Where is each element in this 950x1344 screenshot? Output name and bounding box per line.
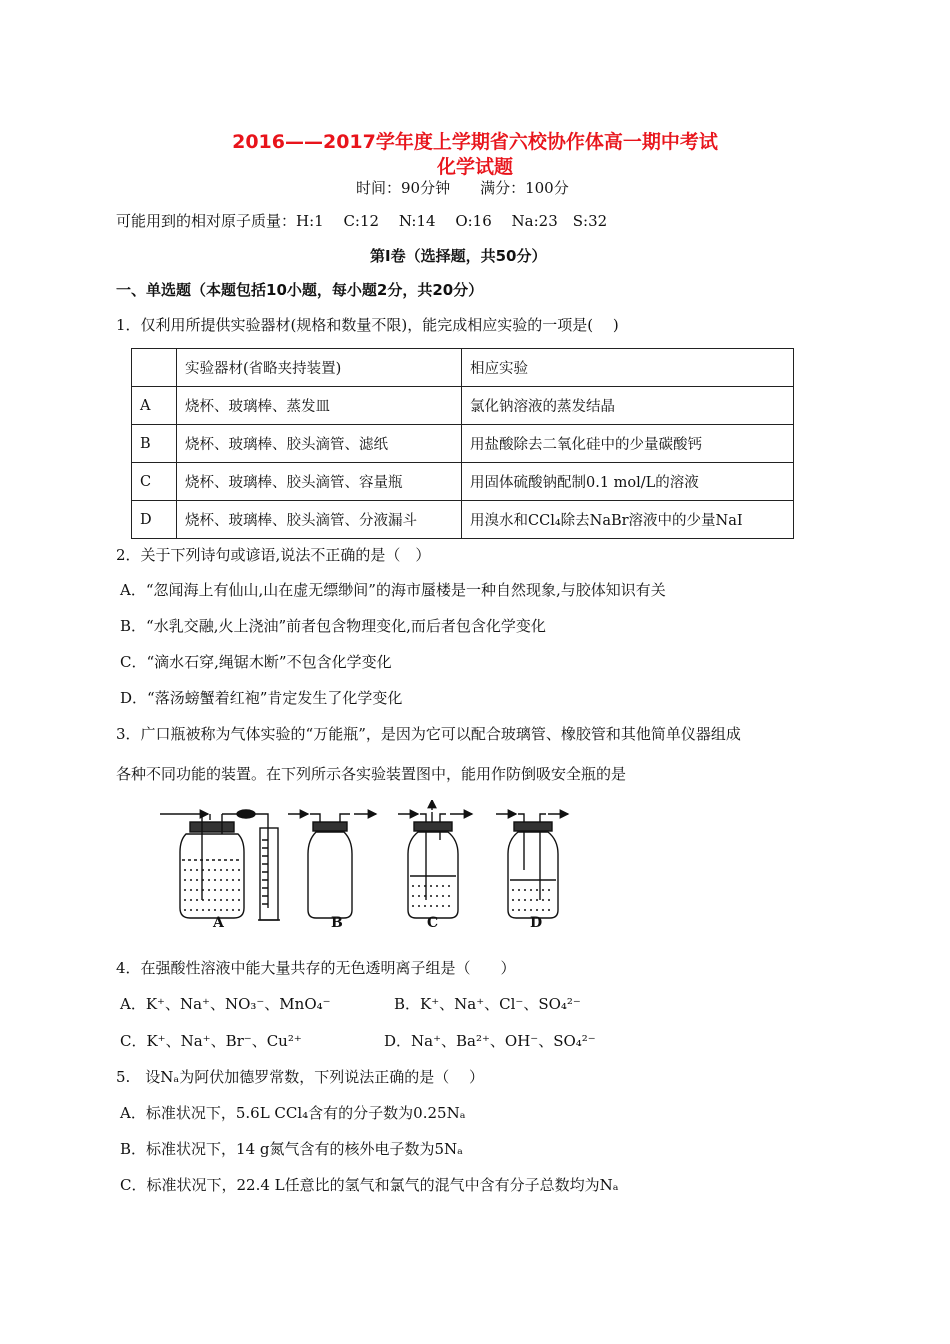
table-cell: 用固体硫酸钠配制0.1 mol/L的溶液 [462,463,794,501]
q4-option-c: C．K⁺、Na⁺、Br⁻、Cu²⁺ [120,1032,302,1050]
q5-option-a: A．标准状况下，5.6L CCl₄含有的分子数为0.25Nₐ [120,1104,466,1122]
apparatus-c [398,800,472,918]
table-header-equipment: 实验器材(省略夹持装置) [177,349,462,387]
q2-stem: 2．关于下列诗句或谚语,说法不正确的是（ ） [116,546,431,564]
exam-title: 2016——2017学年度上学期省六校协作体高一期中考试 [232,131,718,153]
part1-heading: 第Ⅰ卷（选择题，共50分） [370,247,547,265]
q2-option-a: A．“忽闻海上有仙山,山在虚无缥缈间”的海市蜃楼是一种自然现象,与胶体知识有关 [120,581,666,599]
table-row [132,463,794,501]
table-row [132,387,794,425]
q1-stem: 1．仅利用所提供实验器材(规格和数量不限)，能完成相应实验的一项是( ) [116,316,619,334]
apparatus-label-b: B [331,915,343,931]
q2-option-d: D．“落汤螃蟹着红袍”肯定发生了化学变化 [120,689,403,707]
table-cell: 烧杯、玻璃棒、胶头滴管、容量瓶 [177,463,462,501]
table-cell: A [132,387,177,425]
table-cell: D [132,501,177,539]
table-cell: 烧杯、玻璃棒、胶头滴管、滤纸 [177,425,462,463]
q2-option-b: B．“水乳交融,火上浇油”前者包含物理变化,而后者包含化学变化 [120,617,546,635]
table-cell: B [132,425,177,463]
table-row [132,349,794,387]
table-cell: C [132,463,177,501]
table-cell: 烧杯、玻璃棒、蒸发皿 [177,387,462,425]
section-heading: 一、单选题（本题包括10小题，每小题2分，共20分） [116,281,484,299]
q4-option-a: A．K⁺、Na⁺、NO₃⁻、MnO₄⁻ [120,995,331,1013]
table-header-experiment: 相应实验 [462,349,794,387]
table-cell: 氯化钠溶液的蒸发结晶 [462,387,794,425]
q1-table [131,348,794,539]
q5-option-c: C．标准状况下，22.4 L任意比的氢气和氯气的混气中含有分子总数均为Nₐ [120,1176,619,1194]
apparatus-a [160,810,280,920]
q4-option-d: D．Na⁺、Ba²⁺、OH⁻、SO₄²⁻ [384,1032,596,1050]
q3-stem-line1: 3．广口瓶被称为气体实验的“万能瓶”，是因为它可以配合玻璃管、橡胶管和其他简单仪器组成 [116,725,741,743]
apparatus-label-c: C [427,915,439,931]
table-cell: 用溴水和CCl₄除去NaBr溶液中的少量NaI [462,501,794,539]
apparatus-d [496,814,568,918]
q2-option-c: C．“滴水石穿,绳锯木断”不包含化学变化 [120,653,392,671]
atomic-mass-line: 可能用到的相对原子质量：H:1 C:12 N:14 O:16 Na:23 S:32 [116,212,608,230]
q5-stem: 5. 设Nₐ为阿伏加德罗常数，下列说法正确的是（ ） [116,1068,484,1086]
q4-stem: 4．在强酸性溶液中能大量共存的无色透明离子组是（ ） [116,959,516,977]
table-cell: 用盐酸除去二氧化硅中的少量碳酸钙 [462,425,794,463]
apparatus-b [288,814,376,918]
apparatus-label-a: A [213,915,224,931]
time-info: 时间：90分钟 满分：100分 [356,179,569,197]
q3-stem-line2: 各种不同功能的装置。在下列所示各实验装置图中，能用作防倒吸安全瓶的是 [116,765,627,783]
q4-option-b: B．K⁺、Na⁺、Cl⁻、SO₄²⁻ [394,995,581,1013]
exam-subtitle: 化学试题 [436,156,513,178]
q5-option-b: B．标准状况下，14 g氮气含有的核外电子数为5Nₐ [120,1140,463,1158]
table-cell [132,349,177,387]
table-cell: 烧杯、玻璃棒、胶头滴管、分液漏斗 [177,501,462,539]
table-row [132,501,794,539]
apparatus-label-d: D [530,915,543,931]
table-row [132,425,794,463]
